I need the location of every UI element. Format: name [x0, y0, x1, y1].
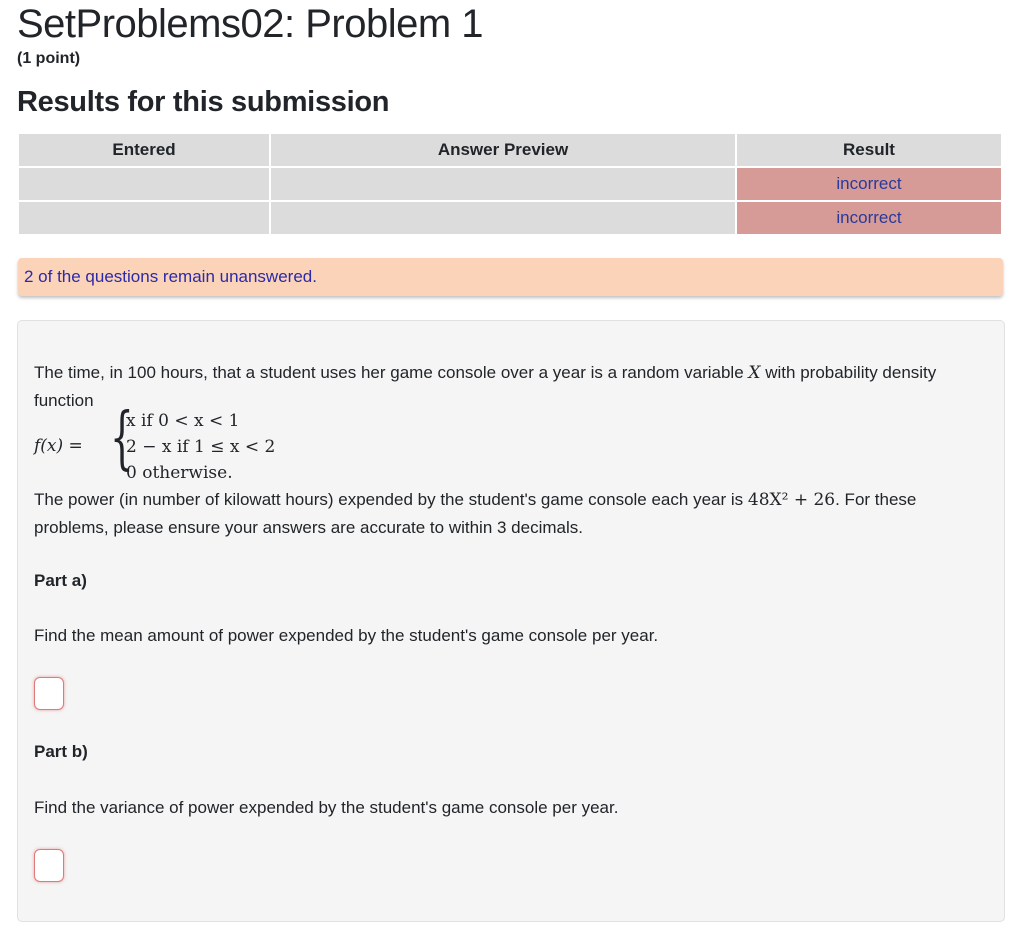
pdf-case-3: 0 otherwise.: [126, 463, 233, 483]
power-expression: 48X² + 26: [747, 490, 836, 510]
result-cell: incorrect: [736, 201, 1002, 235]
result-cell: incorrect: [736, 167, 1002, 201]
brace: {: [110, 399, 134, 478]
entered-cell: [18, 167, 270, 201]
pdf-definition: [34, 399, 434, 483]
part-b-answer-input[interactable]: [34, 849, 64, 882]
part-a-answer-input[interactable]: [34, 677, 64, 710]
entered-cell: [18, 201, 270, 235]
power-text-2: . For these problems, please ensure your answers are accurate to within 3 decimals.: [34, 490, 917, 537]
intro-text-2: with probability density function: [34, 363, 937, 410]
table-row: [18, 201, 1002, 235]
column-result: Result: [736, 133, 1002, 167]
page-title: SetProblems02: Problem 1: [17, 2, 484, 46]
pdf-case-1: x if 0 < x < 1: [126, 411, 240, 431]
part-b-label: Part b): [34, 742, 88, 761]
results-heading: Results for this submission: [17, 86, 390, 118]
variable-x: X: [748, 363, 761, 383]
preview-cell: [270, 201, 736, 235]
power-statement: [34, 486, 984, 541]
table-row: [18, 167, 1002, 201]
part-a-label: Part a): [34, 571, 87, 590]
column-entered: Entered: [18, 133, 270, 167]
power-text-1: The power (in number of kilowatt hours) expended by the student's game console each year is: [34, 490, 744, 509]
results-table: [17, 132, 1003, 236]
problem-intro: [34, 359, 984, 414]
intro-text-1: The time, in 100 hours, that a student uses her game console over a year is a random variable: [34, 363, 744, 382]
problem-points: (1 point): [17, 50, 81, 67]
pdf-case-2: 2 − x if 1 ≤ x < 2: [126, 437, 276, 457]
preview-cell: [270, 167, 736, 201]
results-header-row: [18, 133, 1002, 167]
pdf-lhs: f(x) =: [34, 436, 83, 456]
part-b-question: Find the variance of power expended by the student's game console per year.: [34, 798, 619, 817]
column-answer-preview: Answer Preview: [270, 133, 736, 167]
problem-body: [17, 320, 1005, 922]
unanswered-alert: 2 of the questions remain unanswered.: [18, 258, 1003, 296]
part-a-question: Find the mean amount of power expended by the student's game console per year.: [34, 626, 659, 645]
